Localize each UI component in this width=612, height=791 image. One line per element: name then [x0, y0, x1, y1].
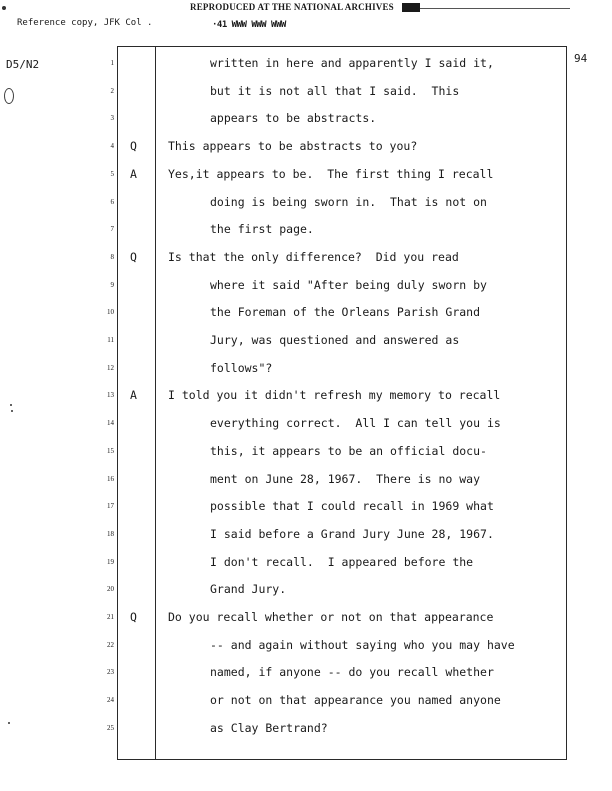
scan-speck [2, 6, 6, 10]
transcript-line [0, 386, 612, 406]
line-text: as Clay Bertrand? [210, 720, 328, 735]
line-number: 3 [110, 114, 114, 123]
line-number: 20 [107, 585, 114, 594]
line-text: or not on that appearance you named anyone [210, 693, 501, 708]
transcript-line [0, 276, 612, 296]
transcript-line [0, 691, 612, 711]
line-text: ment on June 28, 1967. There is no way [210, 471, 481, 486]
line-number: 21 [107, 613, 114, 621]
line-text: I said before a Grand Jury June 28, 1967. [210, 526, 494, 541]
transcript-line [0, 331, 612, 351]
speaker-label: A [130, 166, 137, 181]
line-number: 13 [107, 391, 114, 400]
transcript-line [0, 663, 612, 683]
speaker-label: A [130, 388, 137, 403]
header-rule [420, 8, 570, 9]
scan-speck [11, 410, 13, 412]
line-text: Yes,it appears to be. The first thing I recall [168, 166, 494, 181]
transcript-line [0, 109, 612, 129]
line-text: Is that the only difference? Did you read [168, 249, 459, 264]
transcript-line [0, 248, 612, 268]
line-number: 17 [107, 502, 114, 511]
line-number: 24 [107, 696, 114, 705]
line-text: Jury, was questioned and answered as [210, 333, 460, 347]
transcript-line [0, 165, 612, 185]
speaker-label: Q [130, 610, 137, 624]
line-text: named, if anyone -- do you recall whether [210, 665, 494, 680]
transcript-line [0, 553, 612, 573]
line-text: everything correct. All I can tell you is [210, 416, 501, 431]
transcript-line [0, 525, 612, 545]
line-number: 14 [107, 419, 114, 428]
line-number: 10 [107, 308, 114, 317]
line-text: appears to be abstracts. [210, 111, 377, 126]
transcript-line [0, 470, 612, 490]
line-number: 1 [110, 59, 114, 67]
stamp-marks: ·41 WWW WWW WWW [212, 20, 286, 30]
line-text: I told you it didn't refresh my memory to recall [168, 388, 501, 403]
line-number: 22 [107, 640, 114, 649]
transcript-line [0, 414, 612, 434]
line-number: 19 [107, 557, 114, 566]
line-number: 5 [110, 169, 114, 178]
line-number: 25 [107, 723, 114, 732]
line-text: possible that I could recall in 1969 what [210, 499, 494, 514]
transcript-line [0, 608, 612, 628]
speaker-label: Q [130, 249, 137, 264]
transcript-line [0, 497, 612, 517]
line-number: 7 [110, 225, 114, 234]
line-number: 23 [107, 668, 114, 677]
stamp-bar [402, 3, 420, 12]
transcript-line [0, 303, 612, 323]
line-text: Do you recall whether or not on that appearance [168, 610, 494, 624]
line-text: written in here and apparently I said it, [210, 56, 494, 70]
line-text: follows"? [210, 360, 273, 375]
line-text: this, it appears to be an official docu- [210, 443, 487, 458]
line-text: the Foreman of the Orleans Parish Grand [210, 305, 481, 320]
line-text: Grand Jury. [210, 582, 287, 597]
transcript-line [0, 719, 612, 739]
line-text: This appears to be abstracts to you? [168, 139, 418, 154]
transcript-line [0, 54, 612, 74]
line-number: 4 [110, 142, 114, 151]
transcript-line [0, 137, 612, 157]
transcript-line [0, 442, 612, 462]
line-number: 11 [107, 336, 114, 344]
line-number: 8 [110, 252, 114, 261]
line-text: but it is not all that I said. This [210, 83, 460, 98]
page-number: 94 [574, 52, 588, 65]
line-number: 16 [107, 474, 114, 483]
line-number: 18 [107, 529, 114, 538]
line-text: the first page. [210, 222, 314, 237]
line-number: 9 [110, 280, 114, 289]
transcript-line [0, 636, 612, 656]
archive-stamp: REPRODUCED AT THE NATIONAL ARCHIVES [190, 2, 394, 12]
reference-line: Reference copy, JFK Col . [17, 18, 153, 28]
transcript-line [0, 220, 612, 240]
document-id: D5/N2 [6, 58, 40, 71]
line-number: 6 [110, 197, 114, 206]
line-text: -- and again without saying who you may have [210, 637, 515, 652]
line-number: 12 [107, 363, 114, 372]
line-text: where it said "After being duly sworn by [210, 277, 487, 292]
transcript-line [0, 193, 612, 213]
transcript-line [0, 82, 612, 102]
line-number: 2 [110, 86, 114, 95]
transcript-line [0, 359, 612, 379]
line-text: I don't recall. I appeared before the [210, 554, 474, 569]
transcript-line [0, 580, 612, 600]
line-number: 15 [107, 446, 114, 455]
line-text: doing is being sworn in. That is not on [210, 194, 487, 209]
speaker-label: Q [130, 139, 137, 154]
